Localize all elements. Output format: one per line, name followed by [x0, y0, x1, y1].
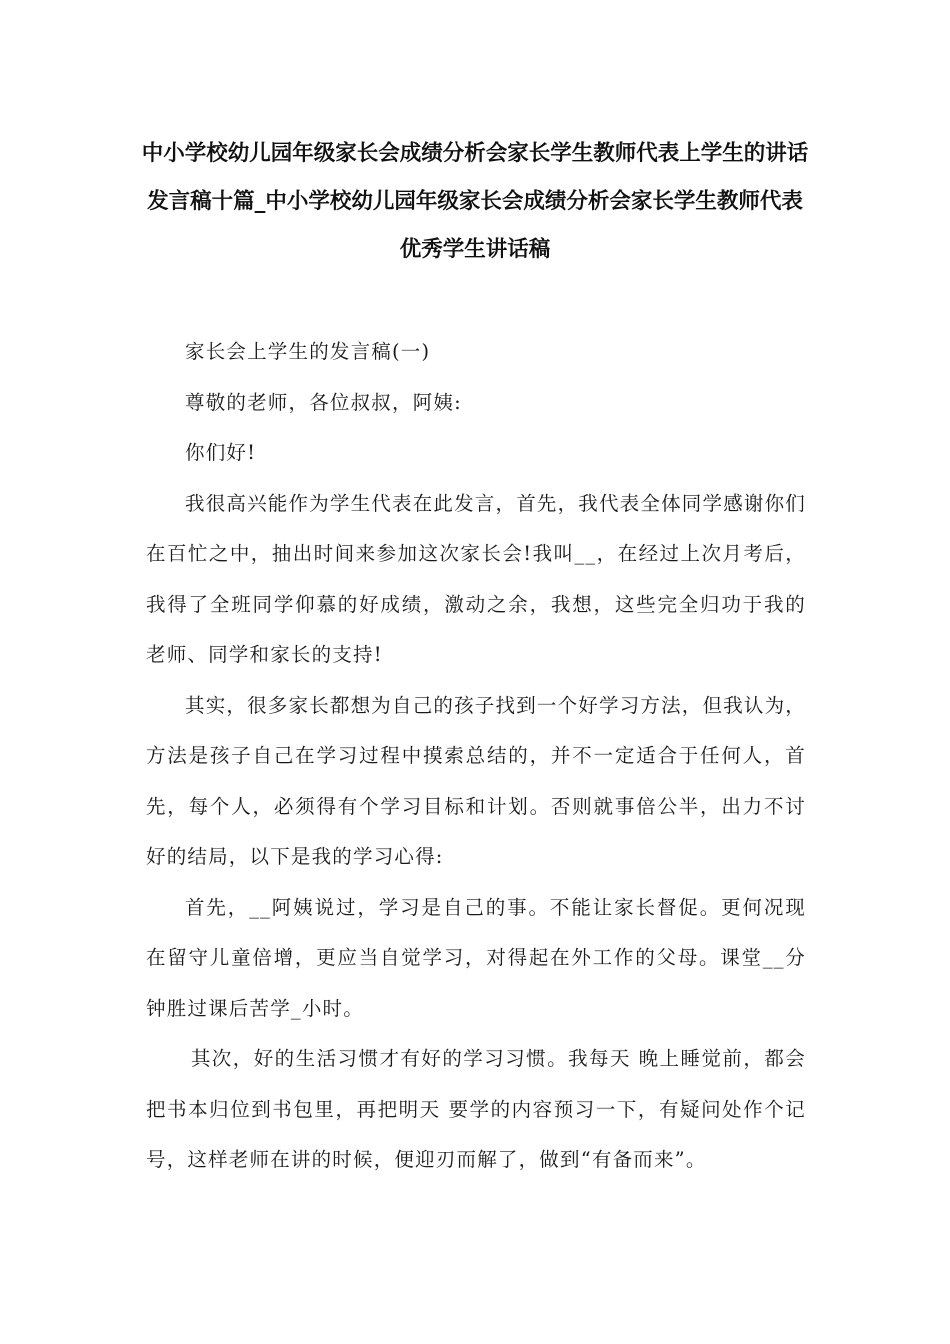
paragraph-method: 其实，很多家长都想为自己的孩子找到一个好学习方法，但我认为，方法是孩子自己在学习过程中摸索总结的，并不一定适合于任何人，首先，每个人，必须得有个学习目标和计划。否则就事倍公半，出力不讨好的结局，以下是我的学习心得: — [146, 693, 807, 868]
greeting: 你们好! — [185, 441, 257, 464]
salutation: 尊敬的老师，各位叔叔，阿姨: — [185, 390, 462, 414]
paragraph-second: 其次，好的生活习惯才有好的学习习惯。我每天 晚上睡觉前，都会把书本归位到书包里，再把明天 要学的内容预习一下，有疑问处作个记号，这样老师在讲的时候，便迎刃而解了，做到“有备而来”。 — [146, 1047, 806, 1171]
document-body — [146, 327, 806, 1186]
document-title: 中小学校幼儿园年级家长会成绩分析会家长学生教师代表上学生的讲话发言稿十篇_中小学校幼儿园年级家长会成绩分析会家长学生教师代表优秀学生讲话稿 — [141, 141, 809, 262]
section-heading: 家长会上学生的发言稿(一) — [185, 340, 431, 363]
paragraph-intro: 我很高兴能作为学生代表在此发言，首先，我代表全体同学感谢你们在百忙之中，抽出时间来参加这次家长会!我叫__，在经过上次月考后，我得了全班同学仰慕的好成绩，激动之余，我想，这些完全归功于我的老师、同学和家长的支持! — [146, 491, 807, 666]
paragraph-first: 首先，__阿姨说过，学习是自己的事。不能让家长督促。更何况现在留守儿童倍增，更应当自觉学习，对得起在外工作的父母。课堂__分钟胜过课后苦学_小时。 — [146, 895, 806, 1020]
